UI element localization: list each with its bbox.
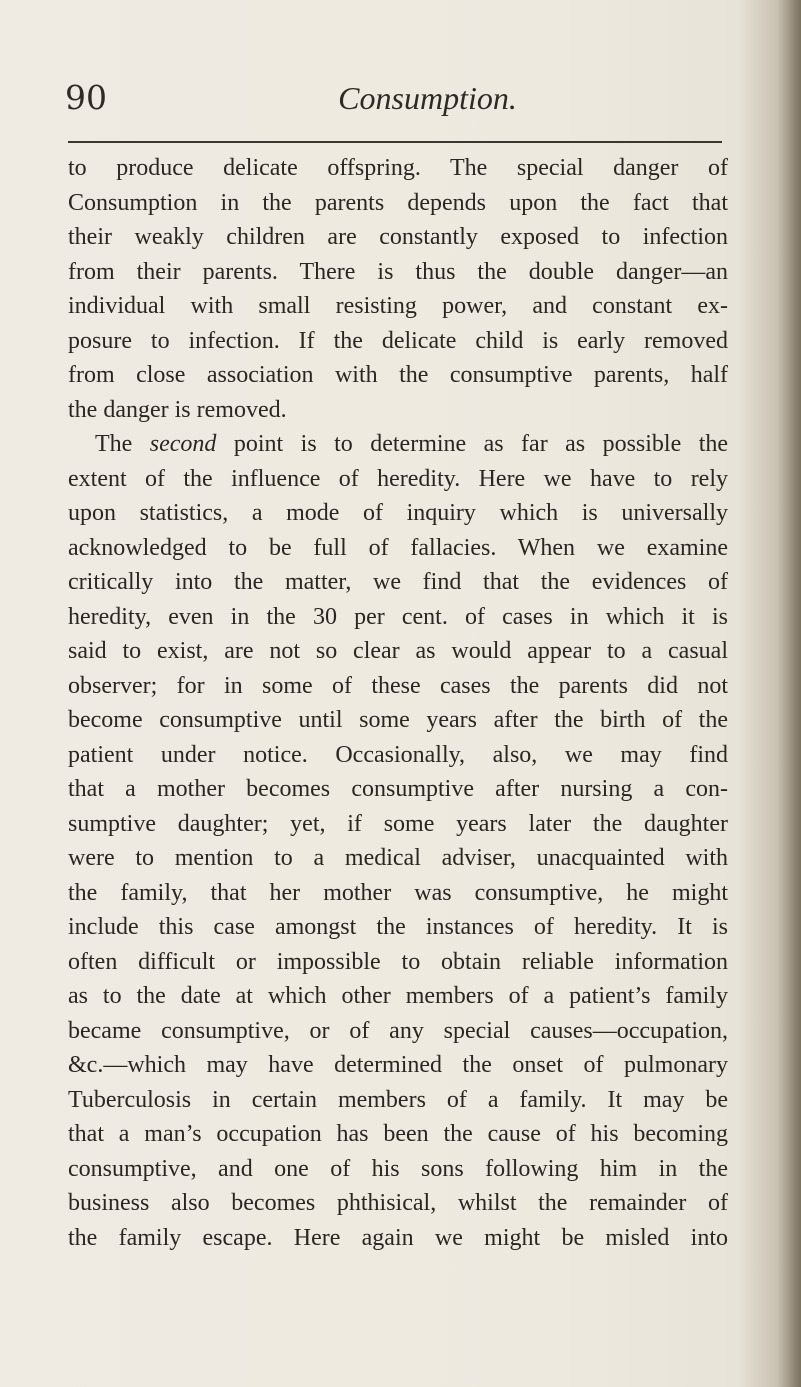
text-line: the family escape. Here again we might be misled into (68, 1224, 728, 1251)
paragraph-start-rest: point is to determine as far as possible the (233, 431, 728, 457)
text-line: acknowledged to be full of fallacies. When we examine (68, 534, 728, 561)
text-line: individual with small resisting power, and constant ex- (68, 293, 728, 319)
text-line: from their parents. There is thus the double danger—an (68, 258, 728, 285)
text-line: from close association with the consumptive parents, half (68, 362, 728, 388)
text-line: business also becomes phthisical, whilst the remainder of (68, 1190, 728, 1216)
text-line: to produce delicate offspring. The special danger of (68, 155, 728, 181)
text-line: that a mother becomes consumptive after nursing a con- (68, 776, 728, 802)
text-line: &c.—which may have determined the onset of pulmonary (68, 1052, 728, 1078)
text-line: consumptive, and one of his sons following him in the (68, 1155, 728, 1182)
text-line: the danger is removed. (68, 396, 287, 423)
text-line: were to mention to a medical adviser, unacquainted with (68, 845, 728, 871)
page-number: 90 (65, 78, 107, 117)
text-line: that a man’s occupation has been the cause of his becoming (68, 1121, 728, 1147)
text-line: the family, that her mother was consumptive, he might (68, 879, 728, 906)
text-line: said to exist, are not so clear as would appear to a casual (68, 638, 728, 664)
text-line: observer; for in some of these cases the parents did not (68, 672, 728, 699)
text-line: upon statistics, a mode of inquiry which is universally (68, 500, 728, 526)
running-title: Consumption. (338, 80, 517, 116)
header-rule (68, 141, 722, 143)
body-text (68, 151, 728, 1255)
paragraph-lead-word: The (95, 431, 133, 457)
text-line: often difficult or impossible to obtain reliable information (68, 948, 728, 975)
text-line: posure to infection. If the delicate child is early removed (68, 327, 728, 354)
text-line: patient under notice. Occasionally, also, we may find (68, 741, 728, 768)
text-line: became consumptive, or of any special causes—occupation, (68, 1017, 728, 1044)
text-line: include this case amongst the instances of heredity. It is (68, 914, 728, 940)
text-line: sumptive daughter; yet, if some years later the daughter (68, 810, 728, 837)
text-line: critically into the matter, we find that the evidences of (68, 569, 728, 595)
text-line: heredity, even in the 30 per cent. of cases in which it is (68, 603, 728, 630)
running-header (65, 72, 725, 124)
text-line: become consumptive until some years after the birth of the (68, 707, 728, 733)
text-line: Tuberculosis in certain members of a family. It may be (68, 1086, 728, 1113)
text-line: extent of the influence of heredity. Here we have to rely (68, 465, 728, 492)
page-edge-shadow (777, 0, 801, 1387)
text-line: as to the date at which other members of a patient’s family (68, 983, 728, 1009)
paragraph-start-line (68, 427, 728, 462)
text-line: Consumption in the parents depends upon the fact that (68, 189, 728, 216)
text-line: their weakly children are constantly exposed to infection (68, 224, 728, 250)
emphasized-word: second (149, 431, 217, 457)
